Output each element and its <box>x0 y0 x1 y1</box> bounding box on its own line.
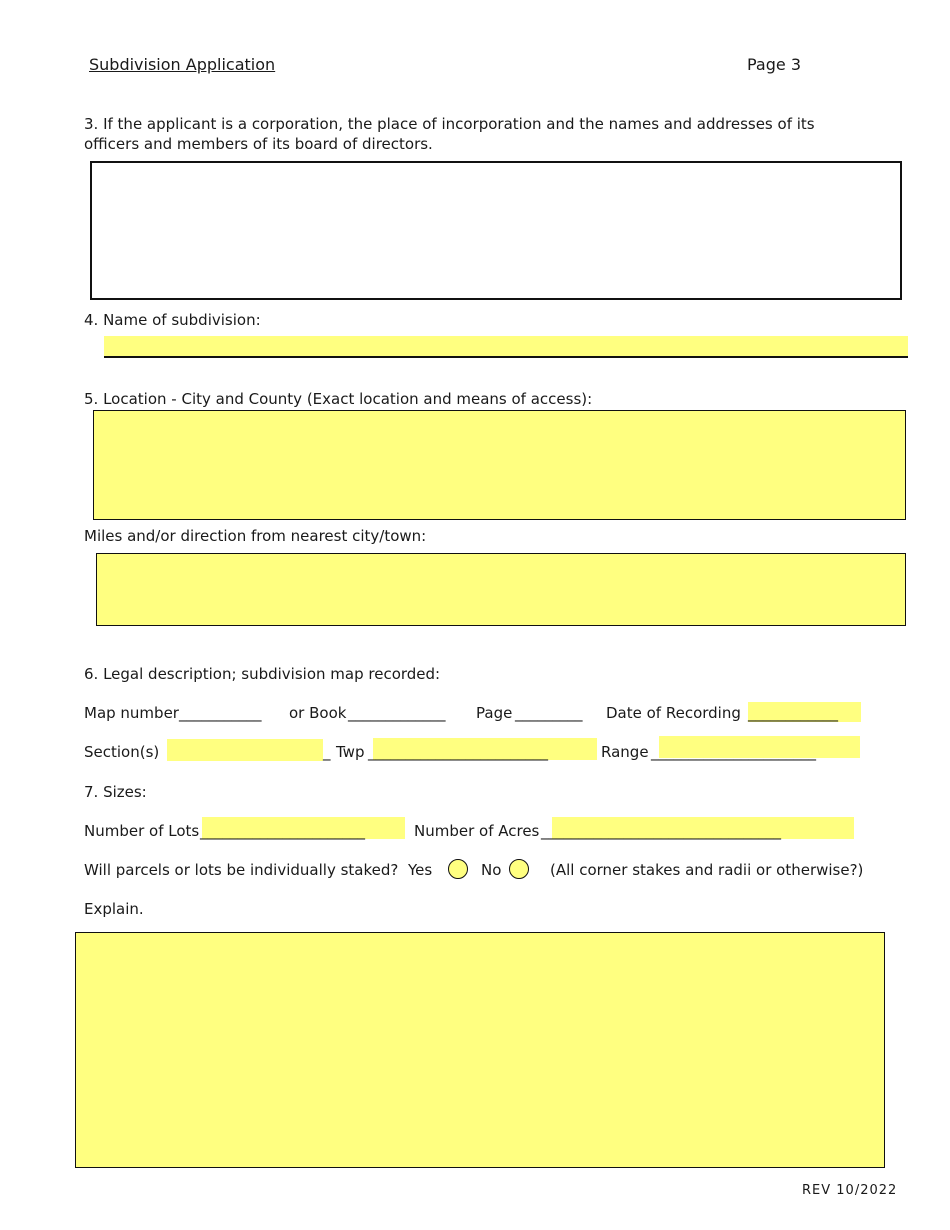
section-input[interactable] <box>167 743 295 761</box>
number-lots-input[interactable]: ______________________ <box>200 822 365 840</box>
revision-date: REV 10/2022 <box>802 1183 898 1198</box>
date-recording-input[interactable]: ____________ <box>748 704 838 722</box>
q6-label: 6. Legal description; subdivision map recorded: <box>84 665 441 683</box>
miles-direction-label: Miles and/or direction from nearest city/town: <box>84 527 427 545</box>
range-label: Range <box>601 743 649 761</box>
no-label: No <box>481 861 502 879</box>
section-underscore: _ <box>323 743 331 761</box>
q3-label-line1: 3. If the applicant is a corporation, the place of incorporation and the names and addresses of its <box>84 115 815 133</box>
miles-direction-textarea[interactable] <box>96 553 906 626</box>
number-lots-label: Number of Lots <box>84 822 200 840</box>
q3-label-line2: officers and members of its board of directors. <box>84 135 433 153</box>
q5-label: 5. Location - City and County (Exact location and means of access): <box>84 390 593 408</box>
range-input[interactable]: ______________________ <box>651 743 816 761</box>
location-textarea[interactable] <box>93 410 906 520</box>
form-title: Subdivision Application <box>89 55 276 74</box>
number-acres-label: Number of Acres <box>414 822 540 840</box>
yes-radio[interactable] <box>448 859 468 879</box>
page-label: Page <box>476 704 513 722</box>
section-label: Section(s) <box>84 743 160 761</box>
explain-label: Explain. <box>84 900 144 918</box>
no-radio[interactable] <box>509 859 529 879</box>
book-input[interactable]: _____________ <box>348 704 446 722</box>
map-number-input[interactable]: ___________ <box>179 704 262 722</box>
number-acres-input[interactable]: ________________________________ <box>541 822 781 840</box>
date-recording-label: Date of Recording <box>606 704 741 722</box>
subdivision-name-underline <box>104 356 908 358</box>
book-label: or Book <box>289 704 347 722</box>
twp-label: Twp <box>336 743 365 761</box>
corporation-info-textarea[interactable] <box>90 161 902 300</box>
explain-textarea[interactable] <box>75 932 885 1168</box>
staked-question: Will parcels or lots be individually staked? <box>84 861 399 879</box>
subdivision-name-field[interactable] <box>104 336 908 356</box>
staked-note: (All corner stakes and radii or otherwise?) <box>550 861 864 879</box>
page-number: Page 3 <box>747 55 801 74</box>
q4-label: 4. Name of subdivision: <box>84 311 261 329</box>
yes-label: Yes <box>408 861 433 879</box>
map-number-label: Map number <box>84 704 179 722</box>
q7-label: 7. Sizes: <box>84 783 147 801</box>
twp-input[interactable]: ________________________ <box>368 743 548 761</box>
page-input[interactable]: _________ <box>515 704 583 722</box>
